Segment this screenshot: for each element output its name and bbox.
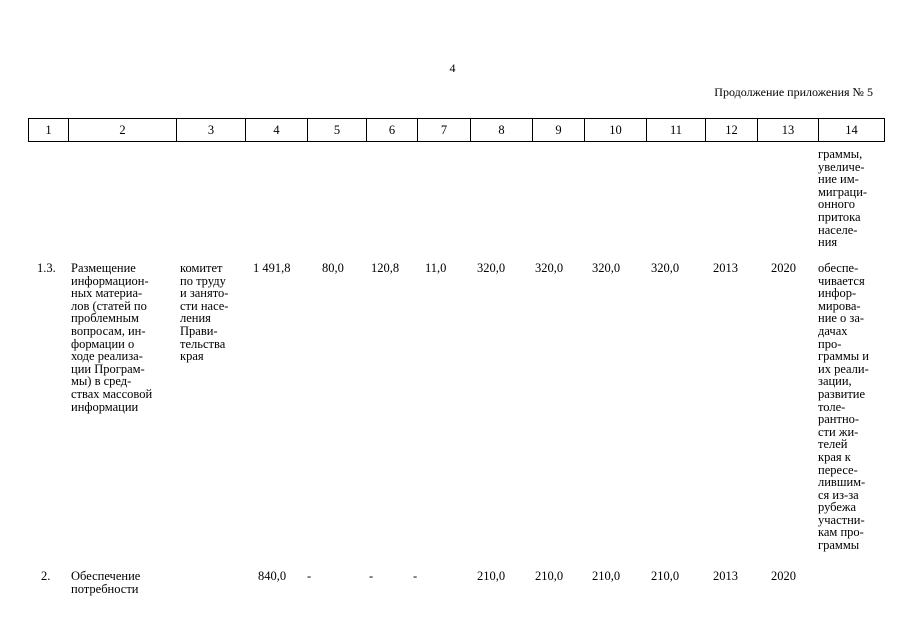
executor: комитет по труду и занято- сти насе- ления Прави- тельства края [180, 261, 229, 364]
header-cell-1: 1 [29, 119, 69, 142]
funding-col5: 80,0 [322, 261, 344, 275]
end-year: 2020 [771, 569, 796, 583]
funding-col8: 210,0 [477, 569, 506, 583]
continued-result-text: граммы, увеличе- ние им- миграци- онного притока населе- ния [818, 147, 868, 250]
header-cell-11: 11 [647, 119, 706, 142]
header-cell-9: 9 [533, 119, 585, 142]
start-year: 2013 [713, 261, 738, 275]
header-cell-7: 7 [418, 119, 471, 142]
funding-col6: - [369, 569, 374, 583]
header-cell-8: 8 [471, 119, 533, 142]
funding-col10: 210,0 [592, 569, 621, 583]
total-funding: 840,0 [258, 569, 287, 583]
header-cell-10: 10 [585, 119, 647, 142]
row-number: 1.3. [37, 261, 56, 275]
header-cell-6: 6 [367, 119, 418, 142]
column-header-table [28, 118, 885, 142]
funding-col7: 11,0 [425, 261, 447, 275]
funding-col7: - [413, 569, 418, 583]
header-cell-14: 14 [819, 119, 885, 142]
funding-col9: 320,0 [535, 261, 564, 275]
header-cell-13: 13 [758, 119, 819, 142]
funding-col8: 320,0 [477, 261, 506, 275]
header-cell-12: 12 [706, 119, 758, 142]
continuation-label: Продолжение приложения № 5 [714, 85, 873, 99]
funding-col10: 320,0 [592, 261, 621, 275]
header-cell-5: 5 [308, 119, 367, 142]
start-year: 2013 [713, 569, 738, 583]
activity-name: Размещение информацион- ных материа- лов (статей по проблемным вопросам, ин- формации о ходе реализа- ции Програм- мы) в сред- ствах массовой информации [71, 261, 153, 414]
row-number: 2. [41, 569, 51, 583]
funding-col9: 210,0 [535, 569, 564, 583]
funding-col5: - [307, 569, 312, 583]
header-cell-2: 2 [69, 119, 177, 142]
funding-col6: 120,8 [371, 261, 400, 275]
funding-col11: 210,0 [651, 569, 680, 583]
expected-result: обеспе- чивается инфор- мирова- ние о за- дачах про- граммы и их реали- зации, развитие толе- рантно- сти жи- телей края к пересе- лившим- ся из-за рубежа участни- кам про- граммы [818, 261, 869, 553]
column-header-row [29, 119, 885, 142]
header-cell-3: 3 [177, 119, 246, 142]
funding-col11: 320,0 [651, 261, 680, 275]
total-funding: 1 491,8 [253, 261, 291, 275]
page-number: 4 [449, 61, 456, 75]
activity-name: Обеспечение потребности [71, 569, 141, 596]
end-year: 2020 [771, 261, 796, 275]
header-cell-4: 4 [246, 119, 308, 142]
